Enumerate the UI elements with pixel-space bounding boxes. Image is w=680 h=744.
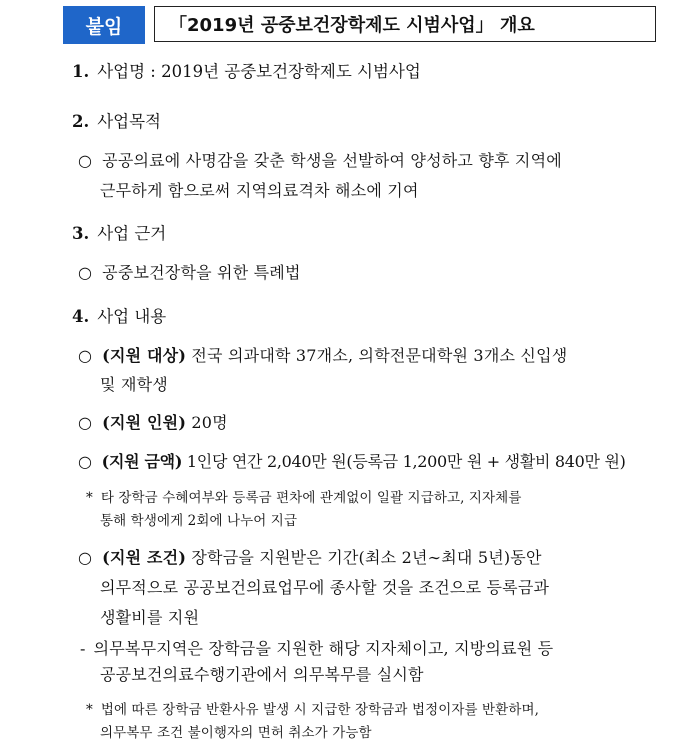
repayment-note — [86, 698, 539, 718]
basis-text: 공중보건장학을 위한 특례법 — [102, 263, 301, 282]
condition-bullet — [78, 545, 542, 568]
section-number: 4. — [72, 307, 90, 326]
section-number: 2. — [72, 112, 90, 131]
circle-bullet-icon: ○ — [78, 151, 93, 170]
count-value: 20명 — [191, 413, 228, 432]
dash-bullet-icon: - — [80, 639, 86, 658]
condition-text-line-1: 장학금을 지원받은 기간(최소 2년∼최대 5년)동안 — [191, 548, 542, 567]
asterisk-icon: * — [86, 702, 93, 718]
section-4-heading — [72, 303, 166, 327]
purpose-text-line-1: 공공의료에 사명감을 갖춘 학생을 선발하여 양성하고 향후 지역에 — [102, 151, 562, 170]
amount-note — [86, 486, 521, 506]
section-1-heading — [72, 58, 421, 82]
amount-value: 1인당 연간 2,040만 원(등록금 1,200만 원 + 생활비 840만 원) — [186, 452, 626, 471]
circle-bullet-icon: ○ — [78, 548, 93, 567]
document-header — [63, 4, 642, 44]
circle-bullet-icon: ○ — [78, 346, 93, 365]
count-bullet — [78, 410, 228, 433]
document-title: 「2019년 공중보건장학제도 시범사업」 개요 — [154, 6, 656, 42]
section-number: 3. — [72, 224, 90, 243]
asterisk-icon: * — [86, 490, 93, 506]
basis-bullet — [78, 260, 301, 283]
section-2-heading — [72, 108, 161, 132]
circle-bullet-icon: ○ — [78, 413, 93, 432]
purpose-text-line-2: 근무하게 함으로써 지역의료격차 해소에 기여 — [100, 181, 419, 200]
condition-text-line-3: 생활비를 지원 — [100, 608, 200, 627]
circle-bullet-icon: ○ — [78, 263, 93, 282]
duty-region-item — [80, 636, 553, 659]
target-text-line-1: 전국 의과대학 37개소, 의학전문대학원 3개소 신입생 — [191, 346, 568, 365]
purpose-bullet — [78, 148, 562, 171]
condition-term: (지원 조건) — [102, 548, 187, 567]
section-label: 사업 근거 — [97, 224, 167, 243]
repayment-note-line-2: 의무복무 조건 불이행자의 면허 취소가 가능함 — [100, 725, 372, 741]
count-term: (지원 인원) — [102, 413, 187, 432]
target-term: (지원 대상) — [102, 346, 187, 365]
target-bullet — [78, 343, 567, 366]
circle-bullet-icon: ○ — [78, 452, 92, 471]
section-label: 사업목적 — [97, 112, 161, 131]
repayment-note-line-1: 법에 따른 장학금 반환사유 발생 시 지급한 장학금과 법정이자를 반환하며, — [100, 702, 540, 718]
condition-text-line-2: 의무적으로 공공보건의료업무에 종사할 것을 조건으로 등록금과 — [100, 578, 550, 597]
section-number: 1. — [72, 62, 90, 81]
duty-region-line-1: 의무복무지역은 장학금을 지원한 해당 지자체이고, 지방의료원 등 — [93, 639, 554, 658]
section-label: 사업 내용 — [97, 307, 167, 326]
amount-note-line-2: 통해 학생에게 2회에 나누어 지급 — [100, 513, 298, 529]
section-label: 사업명 : 2019년 공중보건장학제도 시범사업 — [97, 62, 421, 81]
duty-region-line-2: 공공보건의료수행기관에서 의무복무를 실시함 — [100, 665, 424, 684]
amount-bullet — [78, 449, 626, 472]
target-text-line-2: 및 재학생 — [100, 375, 168, 394]
section-3-heading — [72, 220, 166, 244]
attachment-badge: 붙임 — [63, 6, 145, 44]
amount-term: (지원 금액) — [101, 452, 183, 471]
amount-note-line-1: 타 장학금 수혜여부와 등록금 편차에 관계없이 일괄 지급하고, 지자체를 — [100, 490, 522, 506]
